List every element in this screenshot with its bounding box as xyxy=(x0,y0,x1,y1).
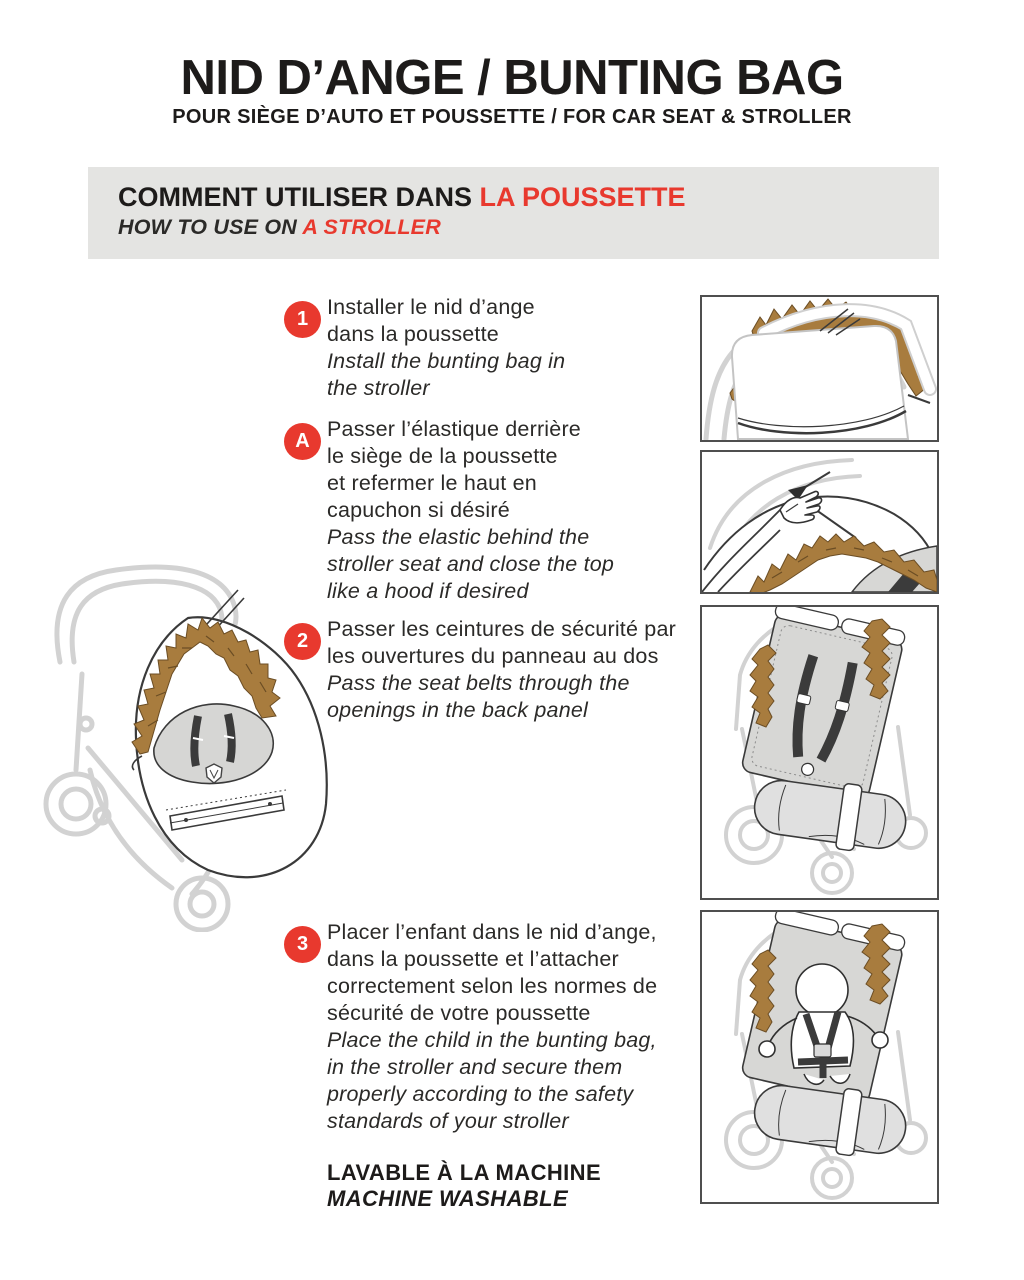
banner-english-black: HOW TO USE ON xyxy=(118,215,303,239)
step-3 xyxy=(284,919,699,1135)
step-1 xyxy=(284,294,699,402)
stroller-with-bunting-bag-illustration xyxy=(30,556,342,932)
banner-line-english xyxy=(118,214,939,241)
figure-step-1 xyxy=(700,295,939,442)
banner-french-red: LA POUSSETTE xyxy=(479,182,686,212)
section-banner xyxy=(88,167,939,259)
step-1-text xyxy=(327,294,699,402)
stroller-illustration-svg xyxy=(30,556,342,932)
figure-step-2-svg xyxy=(702,607,937,898)
banner-line-french xyxy=(118,180,939,214)
step-a-french: Passer l’élastique derrière le siège de la poussette et refermer le haut en capuchon si désiré xyxy=(327,417,581,522)
care-note-french: LAVABLE À LA MACHINE xyxy=(327,1160,602,1185)
step-2-marker: 2 xyxy=(284,623,321,660)
step-3-english: Place the child in the bunting bag, in the stroller and secure them properly according to the safety standards of your stroller xyxy=(327,1028,657,1133)
figure-step-1-svg xyxy=(702,297,937,440)
page-title: NID D’ANGE / BUNTING BAG xyxy=(180,51,844,105)
care-note xyxy=(327,1160,601,1212)
step-2-text xyxy=(327,616,699,724)
figure-step-a xyxy=(700,450,939,594)
step-a-text xyxy=(327,416,699,605)
care-note-english: MACHINE WASHABLE xyxy=(327,1186,569,1211)
step-a xyxy=(284,416,699,605)
figure-step-2 xyxy=(700,605,939,900)
step-3-french: Placer l’enfant dans le nid d’ange, dans la poussette et l’attacher correctement selon les normes de sécurité de votre poussette xyxy=(327,920,658,1025)
step-3-marker: 3 xyxy=(284,926,321,963)
step-1-english: Install the bunting bag in the stroller xyxy=(327,349,566,400)
step-2-english: Pass the seat belts through the openings in the back panel xyxy=(327,671,630,722)
step-1-marker: 1 xyxy=(284,301,321,338)
step-2-french: Passer les ceintures de sécurité par les ouvertures du panneau au dos xyxy=(327,617,676,668)
step-2 xyxy=(284,616,699,724)
step-3-text xyxy=(327,919,699,1135)
banner-english-red: A STROLLER xyxy=(302,215,441,239)
figure-step-3 xyxy=(700,910,939,1204)
page-subtitle: POUR SIÈGE D’AUTO ET POUSSETTE / FOR CAR SEAT & STROLLER xyxy=(172,106,852,128)
step-a-marker: A xyxy=(284,423,321,460)
figure-step-3-svg xyxy=(702,912,937,1202)
banner-french-black: COMMENT UTILISER DANS xyxy=(118,182,480,212)
step-1-french: Installer le nid d’ange dans la poussette xyxy=(327,295,535,346)
figure-step-a-svg xyxy=(702,452,937,592)
step-a-english: Pass the elastic behind the stroller seat and close the top like a hood if desired xyxy=(327,525,615,603)
